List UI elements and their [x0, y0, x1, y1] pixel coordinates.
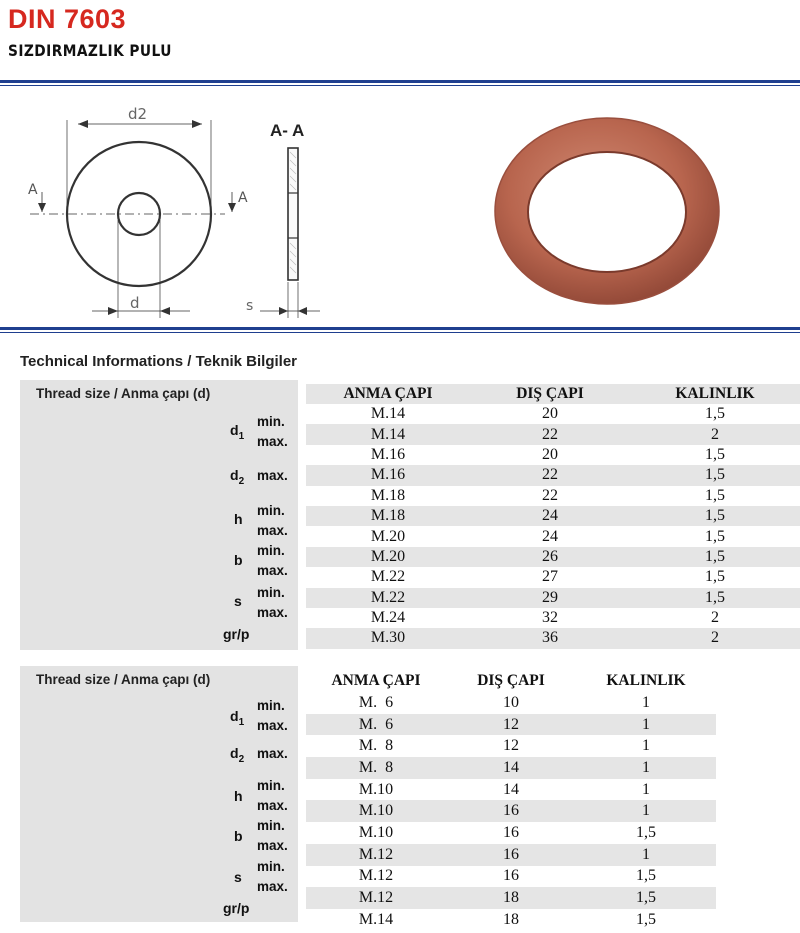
table-cell: 20 — [470, 404, 630, 424]
table-row — [306, 588, 800, 608]
table-cell: M.10 — [306, 779, 446, 801]
table-row — [306, 628, 800, 648]
col-anma-capi: ANMA ÇAPI — [331, 672, 421, 689]
table-row — [306, 445, 800, 465]
table-cell: 22 — [470, 486, 630, 506]
table-cell: 2 — [630, 608, 800, 628]
table-cell: 22 — [470, 424, 630, 444]
table-cell: 18 — [446, 909, 576, 931]
table-row — [306, 608, 800, 628]
table-cell: M.10 — [306, 822, 446, 844]
table-cell: 18 — [446, 887, 576, 909]
spec-b-max: max. — [257, 838, 288, 853]
table-row — [306, 692, 716, 714]
table-cell: 16 — [446, 800, 576, 822]
table-cell: 1,5 — [630, 465, 800, 485]
header-rule — [0, 80, 800, 86]
spec-b-min: min. — [257, 543, 285, 558]
table-cell: M.10 — [306, 800, 446, 822]
section-heading: Technical Informations / Teknik Bilgiler — [20, 353, 298, 370]
table-cell: M.18 — [306, 506, 470, 526]
table-row — [306, 486, 800, 506]
table-row — [306, 800, 716, 822]
spec-s-min: min. — [257, 585, 285, 600]
table-row — [306, 887, 716, 909]
table-row — [306, 909, 716, 931]
table-cell: 12 — [446, 735, 576, 757]
spec-b-min: min. — [257, 818, 285, 833]
label-s: s — [246, 298, 254, 314]
table-row — [306, 866, 716, 888]
page-title: DIN 7603 — [8, 4, 127, 34]
table-cell: M.22 — [306, 567, 470, 587]
col-anma-capi: ANMA ÇAPI — [306, 384, 470, 404]
table-cell: 27 — [470, 567, 630, 587]
spec-b-max: max. — [257, 563, 288, 578]
spec-d1-min: min. — [257, 414, 285, 429]
spec-d1-max: max. — [257, 434, 288, 449]
table-cell: 1 — [576, 757, 716, 779]
spec-d1-max: max. — [257, 718, 288, 733]
copper-washer-photo — [475, 112, 740, 312]
table-cell: 1 — [576, 714, 716, 736]
spec-h: h — [234, 511, 243, 527]
table-row — [306, 465, 800, 485]
table-cell: 2 — [630, 628, 800, 648]
table-cell: 20 — [470, 445, 630, 465]
label-section-aa: A- A — [270, 121, 305, 140]
table-row — [306, 757, 716, 779]
table-cell: 1,5 — [576, 909, 716, 931]
size-table-1 — [306, 384, 800, 649]
spec-d2-max: max. — [257, 746, 288, 761]
table-row — [306, 844, 716, 866]
spec-h-max: max. — [257, 523, 288, 538]
label-d2: d2 — [128, 105, 148, 123]
table-cell: 1,5 — [630, 567, 800, 587]
spec-s: s — [234, 869, 242, 885]
spec-d2: $d_2$ — [230, 467, 245, 487]
spec-h-min: min. — [257, 503, 285, 518]
size-table-2 — [306, 670, 716, 931]
spec-header: Thread size / Anma çapı (d) — [36, 386, 211, 401]
table-row — [306, 779, 716, 801]
table-cell: M.12 — [306, 866, 446, 888]
spec-d2: $d_2$ — [230, 745, 245, 765]
table-cell: M.14 — [306, 424, 470, 444]
table-cell: 1,5 — [630, 404, 800, 424]
spec-header: Thread size / Anma çapı (d) — [36, 672, 211, 687]
spec-d1: $d_1$ — [230, 422, 245, 442]
spec-s-min: min. — [257, 859, 285, 874]
spec-h-min: min. — [257, 778, 285, 793]
spec-d2-max: max. — [257, 468, 288, 483]
table-cell: 1,5 — [630, 445, 800, 465]
spec-panel-1 — [20, 380, 298, 650]
table-cell: M. 8 — [306, 757, 446, 779]
table-cell: 26 — [470, 547, 630, 567]
table-row — [306, 735, 716, 757]
table-cell: 1,5 — [576, 887, 716, 909]
table-cell: M. 8 — [306, 735, 446, 757]
table-cell: 24 — [470, 506, 630, 526]
table-cell: 36 — [470, 628, 630, 648]
table-row — [306, 404, 800, 424]
table-cell: M. 6 — [306, 692, 446, 714]
table-row — [306, 714, 716, 736]
label-d: d — [130, 294, 140, 312]
table-cell: 1 — [576, 692, 716, 714]
spec-h-max: max. — [257, 798, 288, 813]
table-cell: 1 — [576, 800, 716, 822]
table-cell: M.14 — [306, 909, 446, 931]
col-kalinlik: KALINLIK — [630, 384, 800, 404]
table-row — [306, 547, 800, 567]
spec-panel-2 — [20, 666, 298, 922]
spec-d1-min: min. — [257, 698, 285, 713]
table-cell: M.12 — [306, 844, 446, 866]
spec-grp: gr/p — [223, 626, 250, 642]
spec-d1: $d_1$ — [230, 708, 245, 728]
table-cell: 1,5 — [630, 547, 800, 567]
table-row — [306, 822, 716, 844]
table-cell: M.20 — [306, 526, 470, 546]
table-cell: 1,5 — [576, 866, 716, 888]
spec-b: b — [234, 828, 243, 844]
table-cell: M.16 — [306, 445, 470, 465]
table-cell: M.18 — [306, 486, 470, 506]
table-cell: M. 6 — [306, 714, 446, 736]
table-cell: M.16 — [306, 465, 470, 485]
table-cell: 1,5 — [630, 486, 800, 506]
col-kalinlik: KALINLIK — [606, 672, 686, 689]
table-cell: 1 — [576, 735, 716, 757]
spec-s-max: max. — [257, 879, 288, 894]
col-dis-capi: DIŞ ÇAPI — [477, 672, 545, 689]
table-cell: M.14 — [306, 404, 470, 424]
table-cell: 1 — [576, 844, 716, 866]
table-cell: 16 — [446, 822, 576, 844]
page-subtitle: SIZDIRMAZLIK PULU — [8, 41, 172, 60]
washer-technical-drawing — [20, 100, 340, 330]
label-a-left: A — [28, 182, 38, 198]
table-cell: 24 — [470, 526, 630, 546]
table-row — [306, 526, 800, 546]
table-cell: M.22 — [306, 588, 470, 608]
label-a-right: A — [238, 190, 248, 206]
table-cell: 14 — [446, 779, 576, 801]
table-cell: 12 — [446, 714, 576, 736]
section-rule — [0, 327, 800, 333]
table-cell: 29 — [470, 588, 630, 608]
table-row — [306, 424, 800, 444]
table-cell: 1,5 — [630, 506, 800, 526]
table-cell: 16 — [446, 866, 576, 888]
spec-h: h — [234, 788, 243, 804]
table-cell: M.24 — [306, 608, 470, 628]
col-dis-capi: DIŞ ÇAPI — [470, 384, 630, 404]
table-cell: 10 — [446, 692, 576, 714]
table-cell: M.20 — [306, 547, 470, 567]
spec-grp: gr/p — [223, 900, 250, 916]
spec-b: b — [234, 552, 243, 568]
table-cell: 1,5 — [630, 526, 800, 546]
table-row — [306, 567, 800, 587]
table-cell: 32 — [470, 608, 630, 628]
table-cell: 1 — [576, 779, 716, 801]
table-cell: 14 — [446, 757, 576, 779]
table-cell: 1,5 — [630, 588, 800, 608]
table-cell: M.30 — [306, 628, 470, 648]
spec-s: s — [234, 593, 242, 609]
table-cell: 1,5 — [576, 822, 716, 844]
table-cell: 2 — [630, 424, 800, 444]
table-row — [306, 506, 800, 526]
table-cell: 16 — [446, 844, 576, 866]
table-cell: 22 — [470, 465, 630, 485]
spec-s-max: max. — [257, 605, 288, 620]
table-cell: M.12 — [306, 887, 446, 909]
